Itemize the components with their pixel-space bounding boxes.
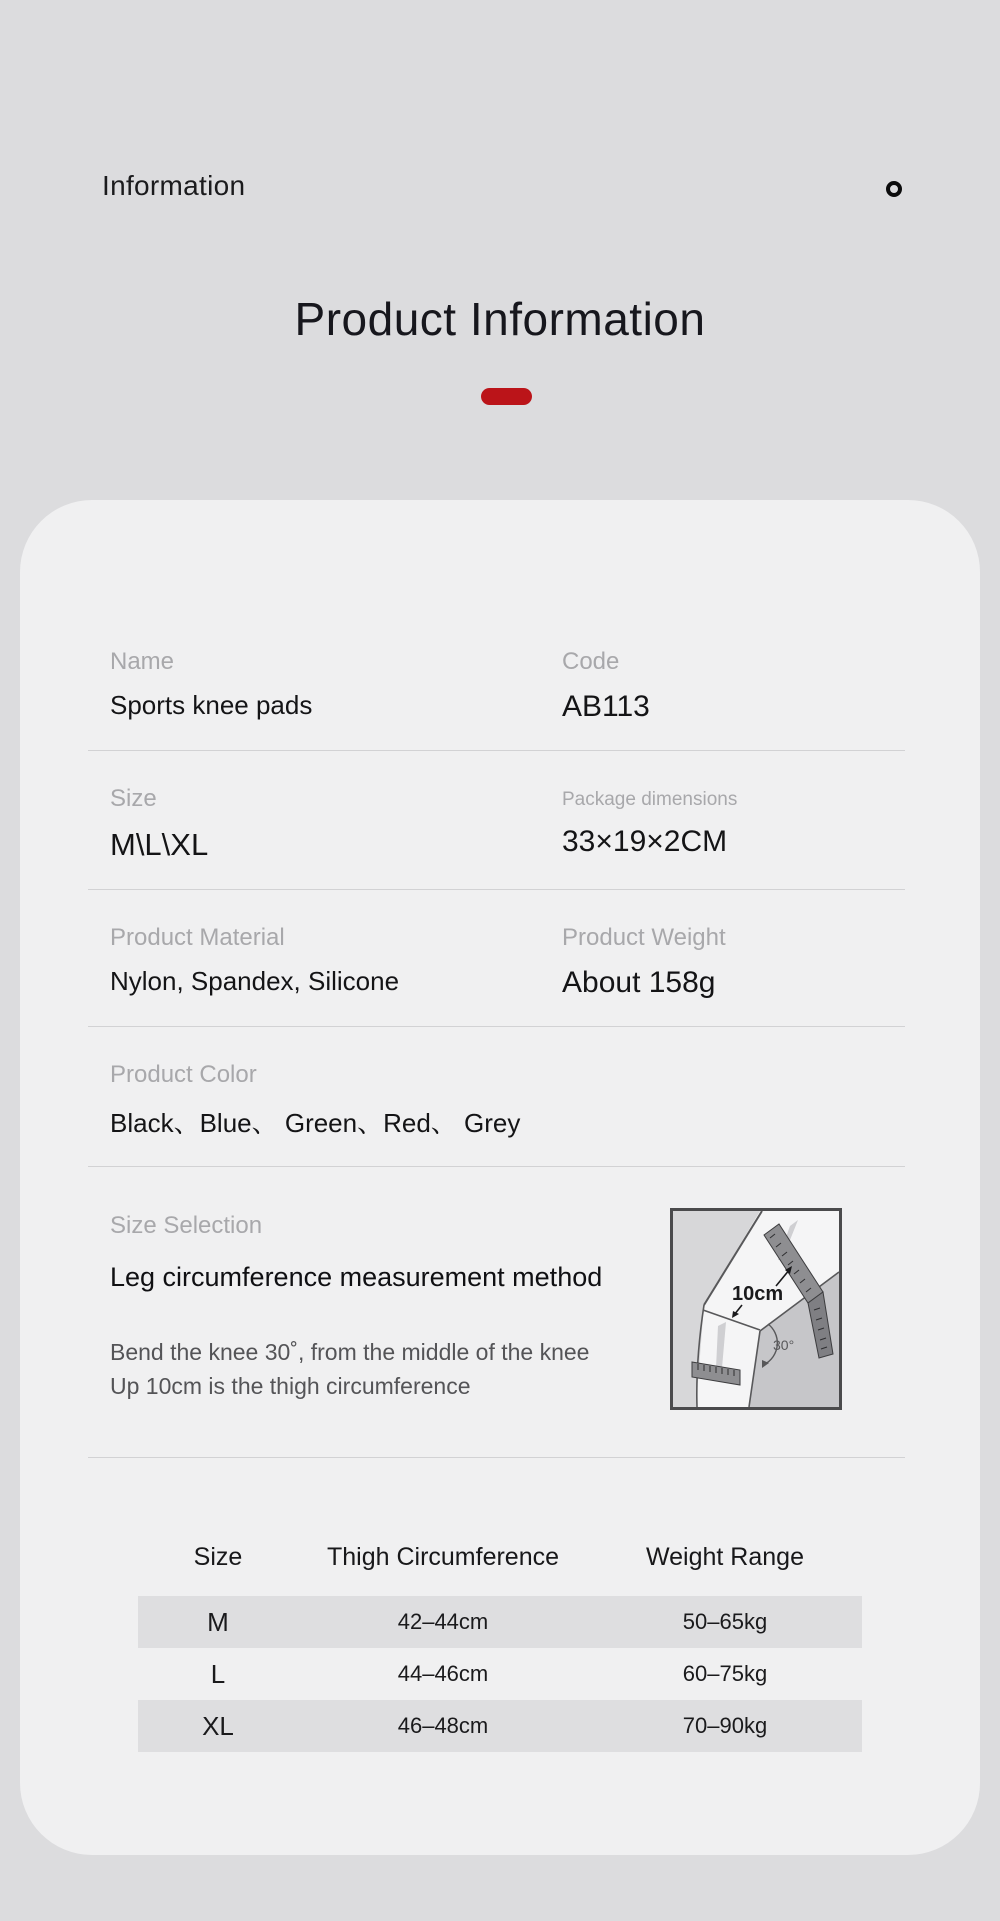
- field-size: [88, 785, 540, 863]
- col-header-thigh-circumference: Thigh Circumference: [326, 1543, 560, 1571]
- field-color: [88, 1061, 905, 1140]
- field-value: Sports knee pads: [110, 690, 313, 720]
- instruction-line: Up 10cm is the thigh circumference: [110, 1373, 471, 1399]
- field-value: 33×19×2CM: [562, 825, 728, 858]
- field-code: [540, 648, 905, 724]
- knee-angle-label: 30°: [773, 1337, 795, 1353]
- field-value: Nylon, Spandex, Silicone: [110, 966, 400, 996]
- title-accent-bar: [481, 388, 532, 405]
- field-material: [88, 924, 540, 1000]
- tape-distance-label: 10cm: [732, 1283, 784, 1305]
- page-title: Product Information: [294, 293, 706, 345]
- cell-weight: 60–75kg: [682, 1661, 768, 1686]
- section-label: Information: [102, 170, 246, 201]
- field-value: M\L\XL: [110, 827, 209, 862]
- size-table-header: [138, 1543, 862, 1572]
- field-value: Black、Blue、 Green、Red、 Grey: [110, 1108, 521, 1138]
- row-material-weight: [88, 890, 905, 1027]
- size-table: [138, 1543, 862, 1752]
- instruction-line: Bend the knee 30˚, from the middle of the knee: [110, 1339, 590, 1365]
- field-label: Product Weight: [562, 924, 726, 951]
- field-label: Size: [110, 785, 157, 812]
- cell-thigh: 46–48cm: [397, 1713, 489, 1738]
- row-color: [88, 1027, 905, 1167]
- cell-size: M: [207, 1607, 229, 1637]
- measurement-instructions: [110, 1335, 670, 1403]
- field-label: Package dimensions: [562, 789, 738, 810]
- row-size-package: [88, 751, 905, 890]
- table-row: [138, 1596, 862, 1648]
- field-value: About 158g: [562, 966, 716, 999]
- size-table-section: [20, 1458, 980, 1752]
- cell-weight: 50–65kg: [682, 1609, 768, 1634]
- ring-icon: [886, 181, 902, 197]
- size-selection-text: [88, 1212, 670, 1403]
- field-value: AB113: [562, 690, 650, 723]
- row-name-code: [88, 614, 905, 751]
- col-header-weight-range: Weight Range: [646, 1543, 804, 1571]
- field-label: Product Material: [110, 924, 285, 951]
- knee-measurement-diagram: [670, 1208, 842, 1410]
- measurement-method-title: Leg circumference measurement method: [110, 1262, 603, 1292]
- cell-weight: 70–90kg: [682, 1713, 768, 1738]
- size-selection-section: [88, 1167, 905, 1458]
- field-label: Product Color: [110, 1061, 257, 1088]
- field-package-dimensions: [540, 785, 905, 863]
- cell-thigh: 44–46cm: [397, 1661, 489, 1686]
- field-weight: [540, 924, 905, 1000]
- cell-size: XL: [202, 1711, 234, 1741]
- cell-thigh: 42–44cm: [397, 1609, 489, 1634]
- field-label: Name: [110, 648, 175, 675]
- cell-size: L: [210, 1659, 226, 1689]
- field-label: Code: [562, 648, 620, 675]
- field-name: [88, 648, 540, 724]
- col-header-size: Size: [193, 1543, 243, 1571]
- product-info-card: [20, 500, 980, 1855]
- field-label: Size Selection: [110, 1212, 263, 1239]
- table-row: [138, 1648, 862, 1700]
- table-row: [138, 1700, 862, 1752]
